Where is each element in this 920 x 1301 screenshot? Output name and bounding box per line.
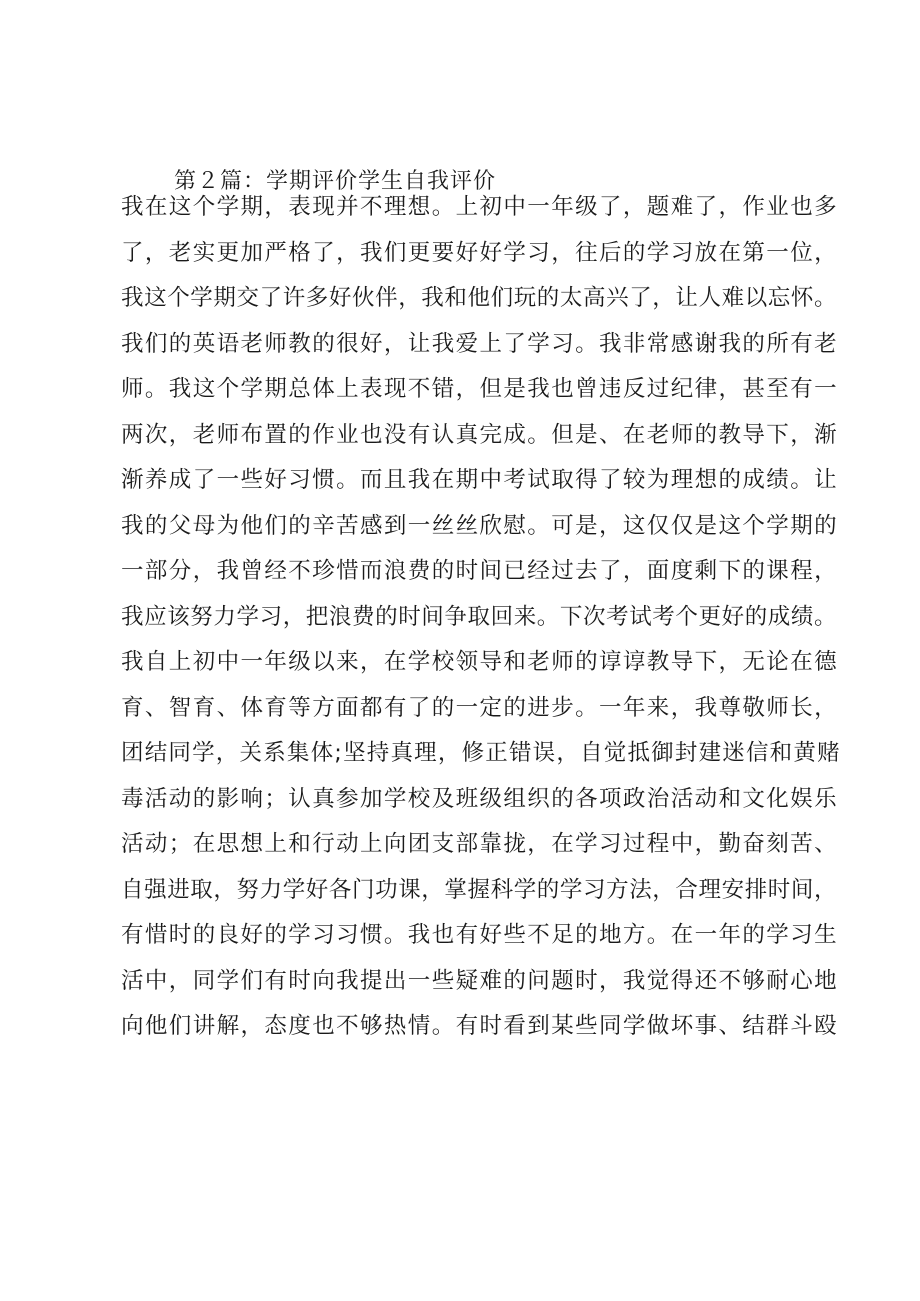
text-line: 师。我这个学期总体上表现不错，但是我也曾违反过纪律，甚至有一	[121, 376, 839, 402]
text-line: 我这个学期交了许多好伙伴，我和他们玩的太高兴了，让人难以忘怀。	[121, 285, 838, 311]
text-line: 了，老实更加严格了，我们更要好好学习，往后的学习放在第一位，	[121, 240, 839, 266]
document-heading: 第２篇：学期评价学生自我评价	[174, 169, 497, 194]
text-line: 两次，老师布置的作业也没有认真完成。但是、在老师的教导下，渐	[121, 422, 839, 448]
text-line: 有惜时的良好的学习习惯。我也有好些不足的地方。在一年的学习生	[121, 922, 839, 948]
text-line: 我应该努力学习，把浪费的时间争取回来。下次考试考个更好的成绩。	[121, 604, 838, 630]
text-line: 育、智育、体育等方面都有了的一定的进步。一年来，我尊敬师长，	[121, 695, 839, 721]
text-line: 活动；在思想上和行动上向团支部靠拢，在学习过程中，勤奋刻苦、	[121, 831, 839, 857]
text-line: 自强进取，努力学好各门功课，掌握科学的学习方法，合理安排时间，	[121, 877, 838, 903]
text-line: 我的父母为他们的辛苦感到一丝丝欣慰。可是，这仅仅是这个学期的	[121, 513, 839, 539]
text-line: 我们的英语老师教的很好，让我爱上了学习。我非常感谢我的所有老	[121, 331, 839, 357]
text-line: 一部分，我曾经不珍惜而浪费的时间已经过去了，面度剩下的课程，	[121, 558, 839, 584]
text-line: 我在这个学期，表现并不理想。上初中一年级了，题难了，作业也多	[121, 194, 839, 220]
text-line: 活中，同学们有时向我提出一些疑难的问题时，我觉得还不够耐心地	[121, 968, 839, 994]
text-line: 向他们讲解，态度也不够热情。有时看到某些同学做坏事、结群斗殴	[121, 1013, 839, 1039]
text-line: 团结同学，关系集体;坚持真理，修正错误，自觉抵御封建迷信和黄赌	[121, 740, 841, 766]
text-line: 毒活动的影响；认真参加学校及班级组织的各项政治活动和文化娱乐	[121, 786, 839, 812]
text-line: 我自上初中一年级以来，在学校领导和老师的谆谆教导下，无论在德	[121, 649, 839, 675]
text-line: 渐养成了一些好习惯。而且我在期中考试取得了较为理想的成绩。让	[121, 467, 839, 493]
